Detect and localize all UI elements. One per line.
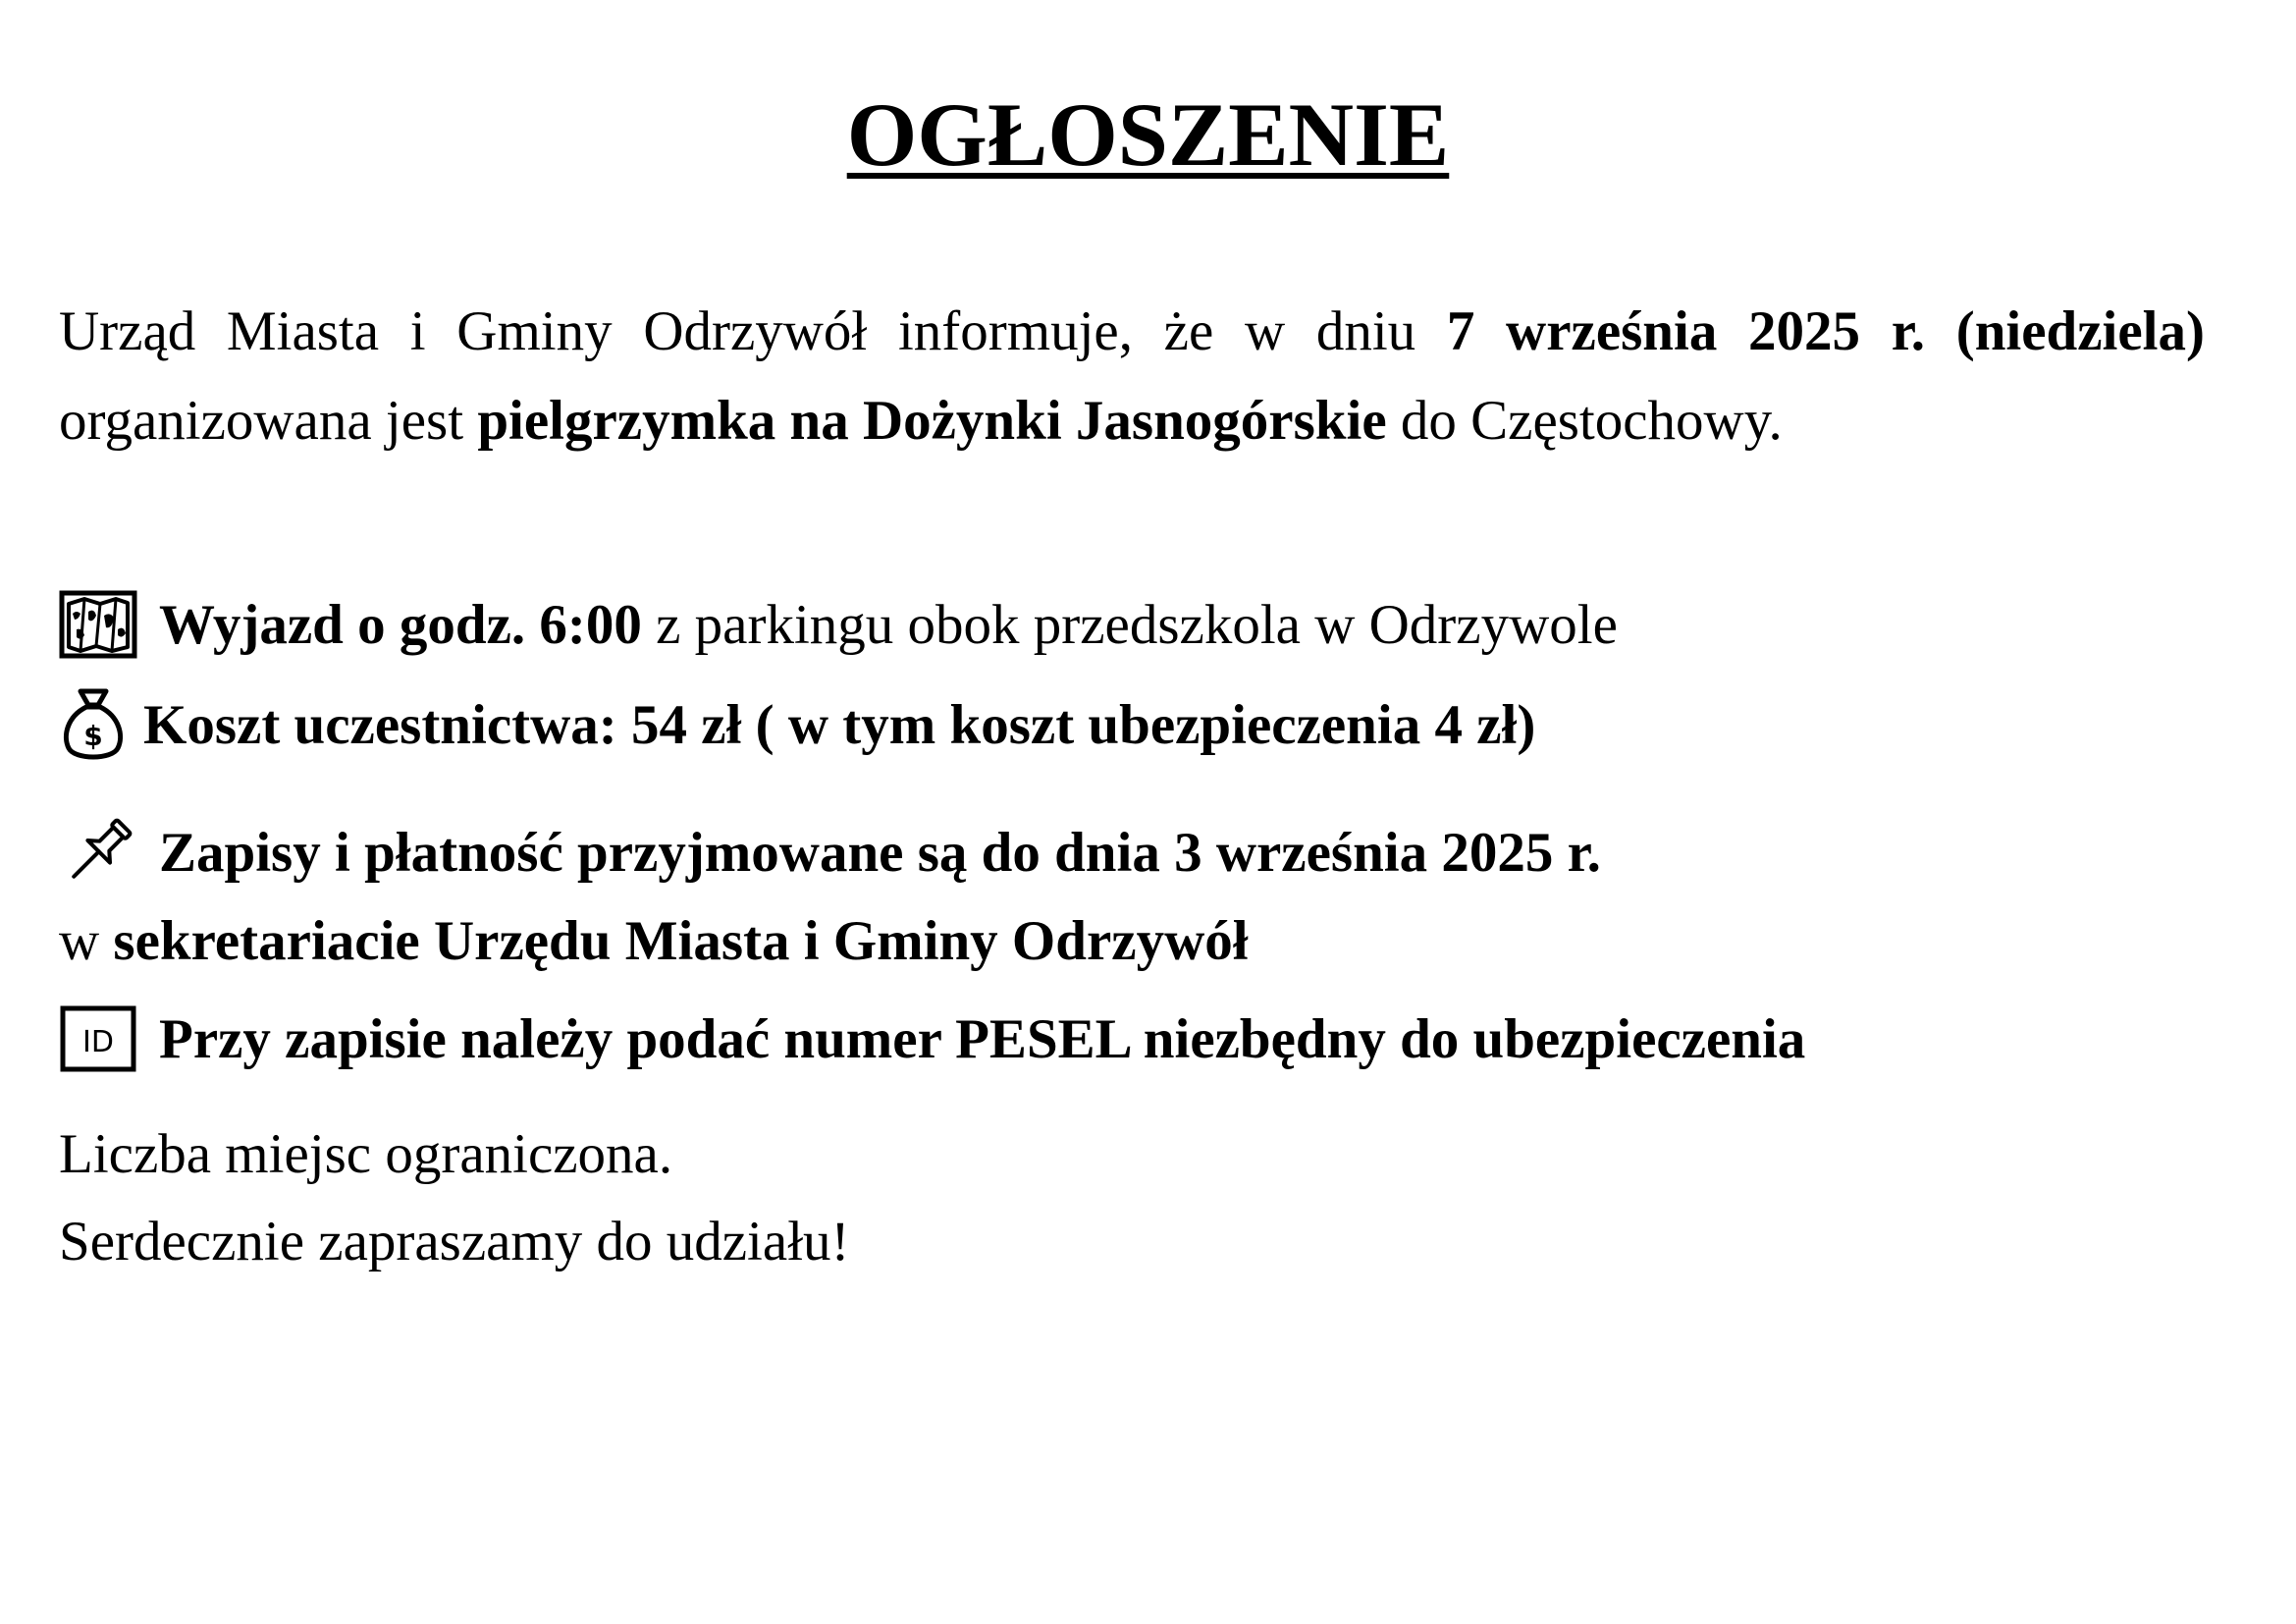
intro-paragraph <box>59 287 2205 465</box>
registration-prefix: w <box>59 910 114 972</box>
money-bag-icon <box>59 685 128 764</box>
cost-line <box>59 691 2218 770</box>
pushpin-icon <box>59 818 137 887</box>
intro-part2: organizowana jest <box>59 390 478 452</box>
footer-invitation: Serdecznie zapraszamy do udziału! <box>59 1211 850 1272</box>
pesel-bold: Przy zapisie należy podać numer PESEL niezbędny do ubezpieczenia <box>159 1008 1806 1070</box>
map-icon <box>59 590 137 659</box>
registration-place: sekretariacie Urzędu Miasta i Gminy Odrzywół <box>113 910 1249 972</box>
departure-text: z parkingu obok przedszkola w Odrzywole <box>641 594 1618 656</box>
intro-date: 7 września 2025 r. (niedziela) <box>1446 300 2205 362</box>
footer-line-1 <box>59 1120 2218 1189</box>
id-icon-text: ID <box>82 1024 114 1059</box>
departure-line <box>59 591 2218 665</box>
registration-bold: Zapisy i płatność przyjmowane są do dnia 3 września 2025 r. <box>159 822 1601 884</box>
cost-bold: Koszt uczestnictwa: 54 zł ( w tym koszt ubezpieczenia 4 zł) <box>143 694 1536 757</box>
registration-place-line <box>59 907 2218 976</box>
departure-bold: Wyjazd o godz. 6:00 <box>159 594 642 656</box>
intro-part3: do Częstochowy. <box>1386 390 1783 452</box>
svg-text:$: $ <box>83 720 103 752</box>
title-text: OGŁOSZENIE <box>846 84 1450 185</box>
pesel-line <box>59 1005 2218 1079</box>
footer-limited-places: Liczba miejsc ograniczona. <box>59 1123 673 1185</box>
registration-line <box>59 819 2218 893</box>
intro-part1: Urząd Miasta i Gminy Odrzywół informuje, że w dniu <box>59 300 1447 362</box>
id-icon <box>59 1004 137 1073</box>
intro-event: pielgrzymka na Dożynki Jasnogórskie <box>477 390 1387 452</box>
page-title <box>0 81 2296 189</box>
footer-line-2 <box>59 1208 2218 1276</box>
